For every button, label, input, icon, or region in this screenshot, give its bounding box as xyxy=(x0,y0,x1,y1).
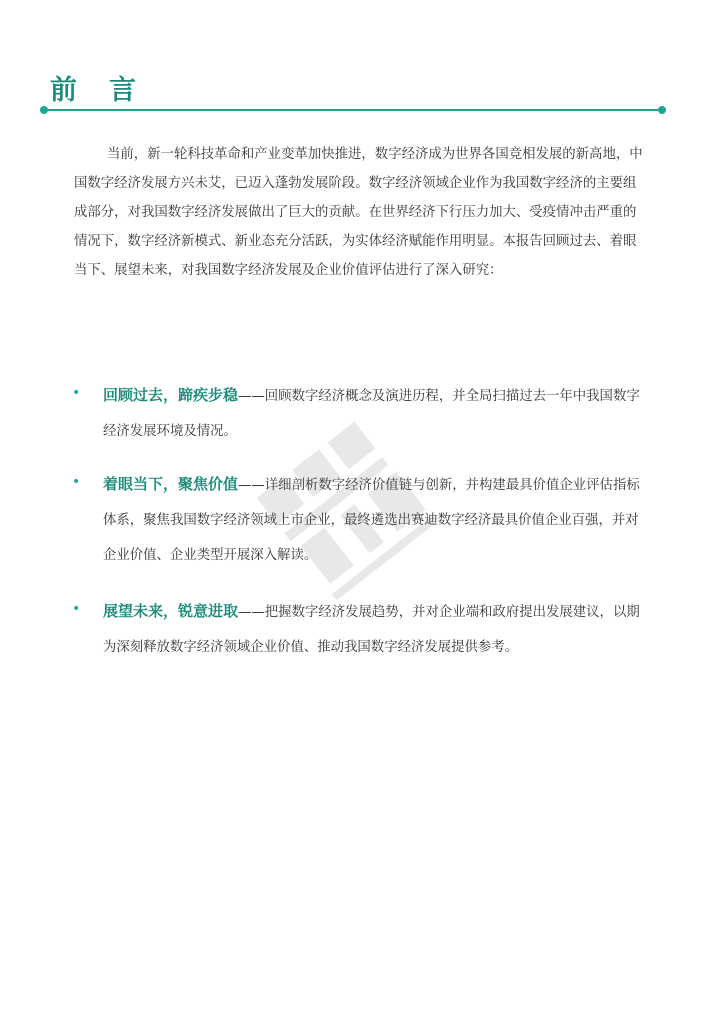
divider-right-dot xyxy=(658,106,666,114)
bullet-body: ——回顾数字经济概念及演进历程，并全局扫描过去一年中我国数字经济发展环境及情况。 xyxy=(103,389,640,439)
bullet-lead: 展望未来，锐意进取 xyxy=(103,602,239,620)
bullet-marker: • xyxy=(72,385,81,401)
bullet-lead: 回顾过去，蹄疾步稳 xyxy=(103,386,239,404)
divider-left-dot xyxy=(40,106,48,114)
bullet-text xyxy=(103,378,643,449)
bullet-lead: 着眼当下，聚焦价值 xyxy=(103,475,239,493)
bullet-body: ——把握数字经济发展趋势，并对企业端和政府提出发展建议，以期为深刻释放数字经济领域企业价值、推动我国数字经济发展提供参考。 xyxy=(103,605,640,655)
bullet-marker: • xyxy=(72,474,81,490)
title-divider xyxy=(40,108,666,112)
bullet-marker: • xyxy=(72,601,81,617)
page-title: 前言 xyxy=(50,75,168,106)
bullet-text xyxy=(103,594,643,665)
divider-line xyxy=(44,109,662,111)
bullet-body: ——详细剖析数字经济价值链与创新，并构建最具价值企业评估指标体系，聚焦我国数字经济领域上市企业，最终遴选出赛迪数字经济最具价值企业百强，并对企业价值、企业类型开展深入解读。 xyxy=(103,478,640,563)
bullet-text xyxy=(103,467,643,573)
intro-paragraph: 当前，新一轮科技革命和产业变革加快推进，数字经济成为世界各国竞相发展的新高地，中国数字经济发展方兴未艾，已迈入蓬勃发展阶段。数字经济领域企业作为我国数字经济的主要组成部分，对我国数字经济发展做出了巨大的贡献。在世界经济下行压力加大、受疫情冲击严重的情况下，数字经济新模式、新业态充分活跃，为实体经济赋能作用明显。本报告回顾过去、着眼当下、展望未来，对我国数字经济发展及企业价值评估进行了深入研究： xyxy=(74,147,643,278)
